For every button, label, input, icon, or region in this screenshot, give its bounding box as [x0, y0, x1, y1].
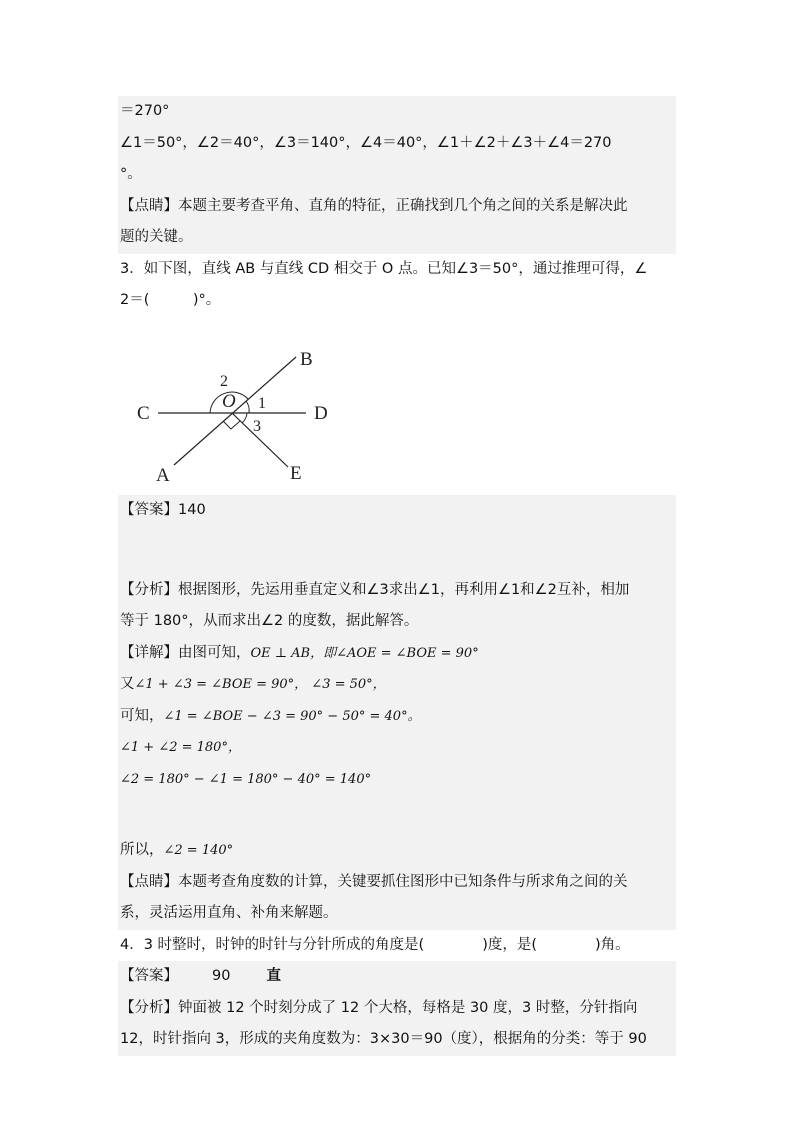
angle-1-arc	[246, 401, 249, 413]
answer-line: 【答案】140	[118, 495, 676, 535]
detail-prefix: 【详解】由图可知，	[120, 644, 251, 661]
detail-line-2	[118, 669, 676, 701]
label-e: E	[290, 462, 302, 484]
label-d: D	[314, 402, 328, 424]
detail-line-6	[118, 835, 676, 867]
angle-3-arc	[242, 413, 247, 423]
detail-line-1	[118, 638, 676, 670]
answer-4-line	[118, 961, 676, 993]
text-line: °。	[118, 159, 676, 191]
math-expression: ∠2 = 140°	[163, 843, 234, 858]
document-page	[118, 96, 676, 1056]
tip-line: 题的关键。	[118, 222, 676, 254]
label-angle-2: 2	[220, 372, 228, 390]
geometry-figure	[118, 317, 676, 495]
label-angle-1: 1	[258, 394, 266, 412]
answer-value-2: 直	[266, 968, 281, 984]
answer-value-1: 90	[212, 968, 231, 984]
analysis-line: 【分析】钟面被 12 个时刻分成了 12 个大格，每格是 30 度，3 时整，分针指向	[118, 993, 676, 1025]
text-line: ∠1＝50°，∠2＝40°，∠3＝140°，∠4＝40°，∠1＋∠2＋∠3＋∠4＝270	[118, 128, 676, 160]
analysis-line: 【分析】根据图形，先运用垂直定义和∠3求出∠1，再利用∠1和∠2互补，相加	[118, 575, 676, 607]
tip-line: 【点睛】本题主要考查平角、直角的特征，正确找到几个角之间的关系是解决此	[118, 191, 676, 223]
math-expression: ∠1 = ∠BOE − ∠3 = 90° − 50° = 40°。	[163, 708, 421, 724]
detail-line-5	[118, 764, 676, 796]
label-a: A	[156, 464, 170, 486]
blank-line	[118, 535, 676, 575]
label-o: O	[222, 390, 236, 412]
analysis-line: 等于 180°，从而求出∠2 的度数，据此解答。	[118, 606, 676, 638]
tip-line: 【点睛】本题考查角度数的计算，关键要抓住图形中已知条件与所求角之间的关	[118, 867, 676, 899]
detail-prefix: 又	[120, 676, 135, 692]
math-expression: ∠2 = 180° − ∠1 = 180° − 40° = 140°	[120, 771, 372, 787]
math-expression: ∠1 + ∠2 = 180°，	[120, 740, 241, 755]
detail-line-4	[118, 732, 676, 764]
detail-prefix: 可知，	[120, 707, 164, 724]
question-3-line1: 3．如下图，直线 AB 与直线 CD 相交于 O 点。已知∠3＝50°，通过推理可得，∠	[120, 260, 648, 277]
question-4: 4．3 时整时，时钟的时针与分针所成的角度是( )度，是( )角。	[120, 936, 630, 953]
label-b: B	[300, 348, 313, 370]
label-c: C	[137, 402, 150, 424]
tip-line: 系，灵活运用直角、补角来解题。	[118, 898, 676, 930]
right-angle-mark	[223, 421, 240, 429]
detail-line-3	[118, 701, 676, 733]
label-angle-3: 3	[253, 417, 261, 435]
blank-line	[118, 795, 676, 835]
analysis-line: 12，时针指向 3，形成的夹角度数为：3×30＝90（度），根据角的分类：等于 90	[118, 1024, 676, 1056]
detail-prefix: 所以，	[120, 842, 164, 858]
text-line: ＝270°	[118, 96, 676, 128]
question-3-line2: 2＝( )°。	[120, 292, 221, 308]
math-expression: OE ⊥ AB，即∠AOE = ∠BOE = 90°	[250, 645, 479, 661]
answer-label: 【答案】	[120, 968, 178, 984]
math-expression: ∠1 + ∠3 = ∠BOE = 90°， ∠3 = 50°，	[134, 677, 386, 692]
intersecting-lines-diagram	[118, 317, 676, 495]
